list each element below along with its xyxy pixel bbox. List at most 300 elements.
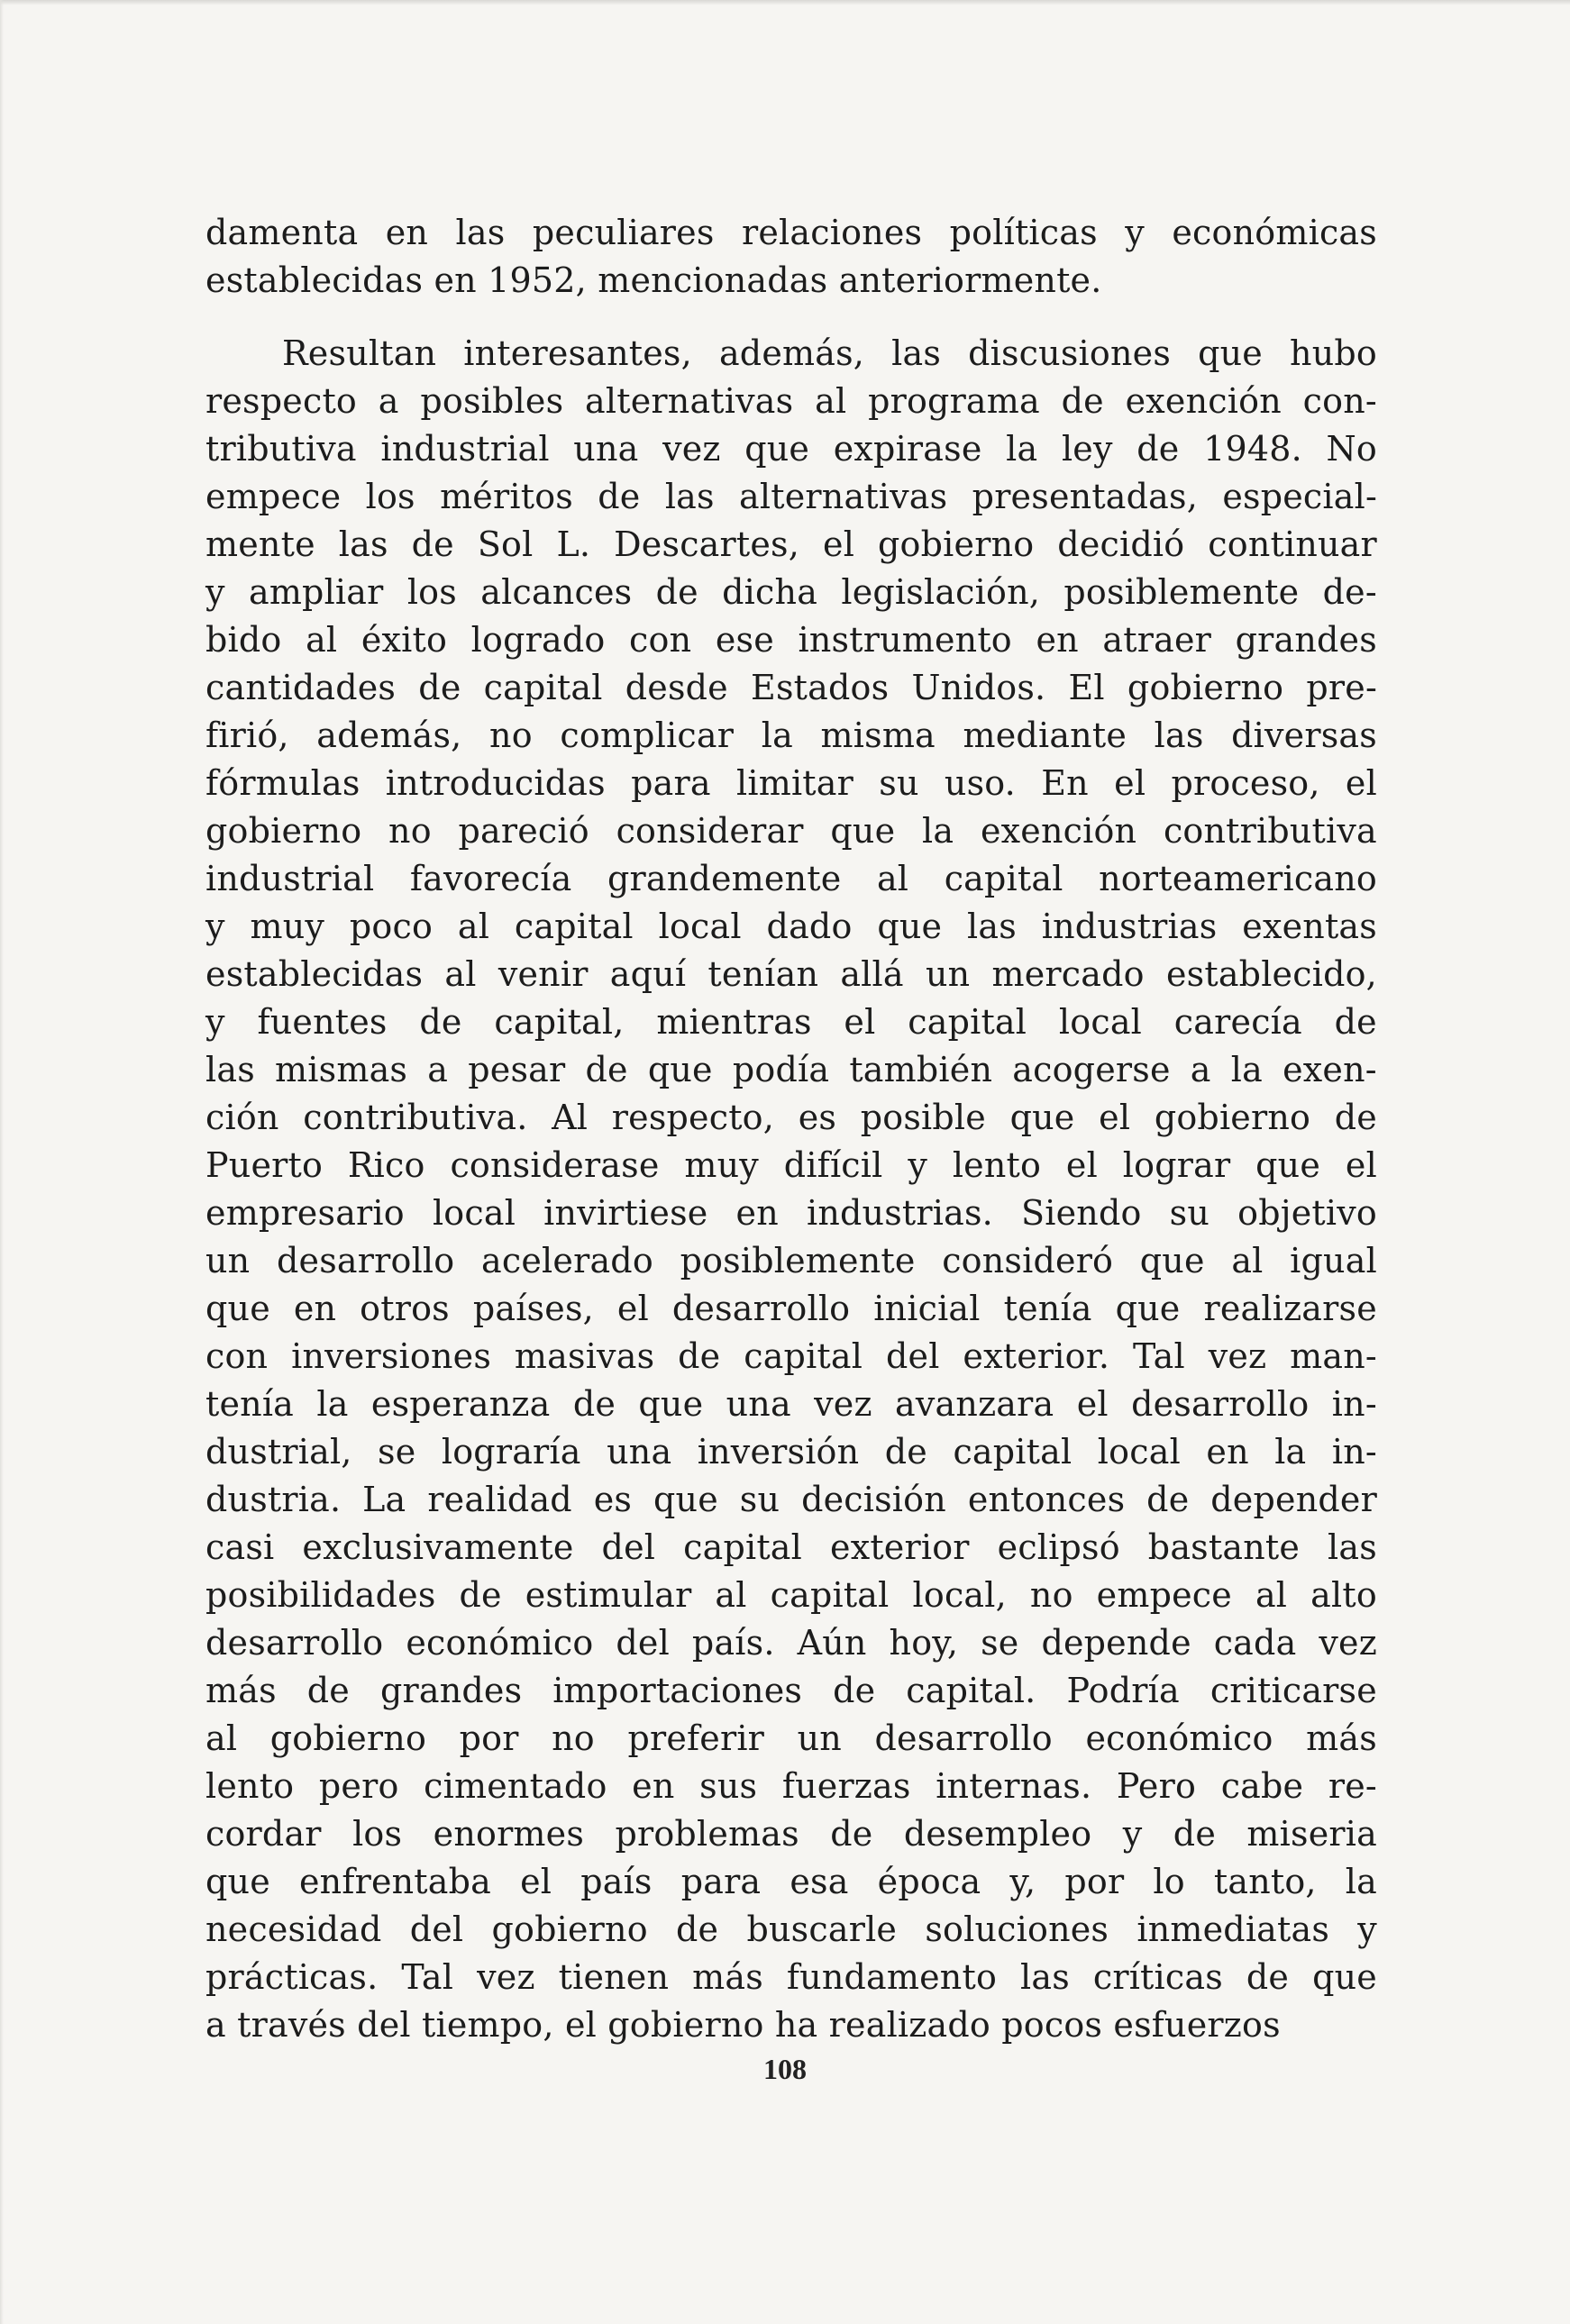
word: de: [459, 1575, 502, 1615]
word: al: [815, 381, 847, 421]
word: ha: [774, 2005, 829, 2045]
word: local: [658, 907, 742, 946]
word: Siendo: [1021, 1193, 1142, 1233]
word: no: [489, 715, 533, 755]
word: posibles: [420, 381, 564, 421]
word: respecto: [205, 381, 357, 421]
word: capital: [514, 907, 634, 946]
word: más: [205, 1671, 277, 1710]
word: posiblemente: [680, 1241, 916, 1280]
word: del: [409, 1909, 464, 1949]
word: realizarse: [1203, 1289, 1377, 1328]
word: empece: [205, 477, 342, 516]
word: introducidas: [385, 763, 606, 803]
word: la: [1345, 1862, 1377, 1901]
word: industrias.: [807, 1193, 993, 1233]
word: muy: [684, 1145, 759, 1185]
word: la: [1274, 1432, 1307, 1472]
text-line: [205, 378, 1377, 425]
word: se: [981, 1623, 1019, 1663]
word: de: [655, 572, 698, 612]
word: vez: [814, 1384, 872, 1424]
word: favorecía: [409, 859, 572, 898]
word: criticarse: [1209, 1671, 1377, 1710]
text-line: [205, 1572, 1377, 1619]
word: norteamericano: [1099, 859, 1377, 898]
word: Estados: [751, 668, 890, 707]
word: además,: [316, 715, 462, 755]
word: que: [830, 811, 896, 851]
word: posibilidades: [205, 1575, 436, 1615]
word: y: [1357, 1909, 1377, 1949]
word: ley: [1061, 429, 1113, 469]
word: capital: [744, 1336, 863, 1376]
word: que: [205, 1862, 270, 1901]
word: mediante: [963, 715, 1127, 755]
word: Podría: [1066, 1671, 1180, 1710]
word: importaciones: [552, 1671, 803, 1710]
word: que: [744, 429, 810, 469]
word: considerar: [616, 811, 804, 851]
word: atraer: [1102, 620, 1212, 660]
word: país.: [691, 1623, 775, 1663]
text-line: [205, 855, 1377, 903]
text-line: [205, 569, 1377, 616]
page-number: 108: [763, 2053, 807, 2085]
word: preferir: [627, 1718, 765, 1758]
word: Tal: [1133, 1336, 1185, 1376]
word: de: [678, 1336, 721, 1376]
word: los: [406, 572, 457, 612]
word: su: [1169, 1193, 1210, 1233]
word: in-: [1331, 1384, 1377, 1424]
word: y: [1122, 1814, 1143, 1854]
word: difícil: [783, 1145, 883, 1185]
text-line: [205, 1428, 1377, 1476]
word: gobierno: [607, 2005, 775, 2045]
word: vez: [1208, 1336, 1267, 1376]
text-line: [205, 951, 1377, 998]
word: vez: [662, 429, 721, 469]
word: las: [1154, 715, 1204, 755]
word: el: [823, 524, 855, 564]
word: avanzara: [895, 1384, 1054, 1424]
text-line: [205, 473, 1377, 521]
word: Pero: [1116, 1766, 1197, 1806]
word: un: [925, 954, 971, 994]
word: tienen: [558, 1957, 670, 1997]
word: contributiva: [1163, 811, 1377, 851]
word: inicial: [873, 1289, 981, 1328]
word: las: [1019, 1957, 1070, 1997]
word: el: [1114, 763, 1146, 803]
word: 1952,: [488, 260, 598, 300]
text-line: [205, 1142, 1377, 1189]
word: considerase: [450, 1145, 660, 1185]
word: una: [726, 1384, 791, 1424]
word: grandes: [379, 1671, 523, 1710]
text-line: [205, 1237, 1377, 1285]
word: tenían: [707, 954, 819, 994]
word: tributiva: [205, 429, 357, 469]
word: de: [1334, 1002, 1377, 1042]
word: bastante: [1147, 1527, 1301, 1567]
word: local: [1058, 1002, 1143, 1042]
word: no: [1029, 1575, 1073, 1615]
word: tenía: [205, 1384, 295, 1424]
text-line: [205, 1189, 1377, 1237]
text-line: [205, 1715, 1377, 1763]
word: pareció: [458, 811, 589, 851]
word: desde: [625, 668, 728, 707]
word: logrado: [470, 620, 606, 660]
word: eclipsó: [997, 1527, 1120, 1567]
word: gobierno: [1127, 668, 1284, 707]
word: capital: [683, 1527, 803, 1567]
word: lograr: [1122, 1145, 1231, 1185]
word: realidad: [427, 1480, 572, 1519]
word: dicha: [722, 572, 818, 612]
word: cimentado: [424, 1766, 607, 1806]
word: las: [205, 1050, 255, 1089]
word: desarrollo: [277, 1241, 455, 1280]
word: es: [798, 1098, 837, 1137]
word: que: [1115, 1289, 1181, 1328]
word: además,: [718, 333, 865, 373]
word: acogerse: [1012, 1050, 1171, 1089]
word: de: [572, 1384, 616, 1424]
word: pero: [318, 1766, 399, 1806]
word: de: [1136, 429, 1180, 469]
word: al: [457, 907, 490, 946]
word: bido: [205, 620, 282, 660]
word: industrial: [205, 859, 375, 898]
word: En: [1041, 763, 1089, 803]
word: gobierno: [491, 1909, 648, 1949]
word: a: [205, 2005, 238, 2045]
word: L.: [556, 524, 591, 564]
word: una: [607, 1432, 672, 1472]
word: hubo: [1290, 333, 1377, 373]
word: instrumento: [798, 620, 1012, 660]
word: con: [205, 1336, 269, 1376]
word: alcances: [480, 572, 633, 612]
word: mencionadas: [598, 260, 839, 300]
word: desarrollo: [1131, 1384, 1310, 1424]
word: de: [1334, 1098, 1377, 1137]
word: por: [459, 1718, 519, 1758]
word: fórmulas: [205, 763, 361, 803]
text-line: [205, 1810, 1377, 1858]
word: que: [647, 1050, 713, 1089]
word: desempleo: [903, 1814, 1092, 1854]
word: Descartes,: [614, 524, 800, 564]
word: los: [352, 1814, 403, 1854]
word: en: [1036, 620, 1079, 660]
word: a: [1190, 1050, 1211, 1089]
text-line: [205, 1285, 1377, 1333]
word: igual: [1290, 1241, 1377, 1280]
word: industrias: [1041, 907, 1218, 946]
word: que: [1009, 1098, 1075, 1137]
word: también: [849, 1050, 993, 1089]
word: miseria: [1246, 1814, 1377, 1854]
word: dado: [766, 907, 853, 946]
word: méritos: [440, 477, 573, 516]
word: sus: [699, 1766, 758, 1806]
word: podía: [732, 1050, 830, 1089]
word: empresario: [205, 1193, 405, 1233]
text-line: [205, 1046, 1377, 1094]
word: soluciones: [925, 1909, 1109, 1949]
word: establecidas: [205, 260, 434, 300]
word: de: [598, 477, 641, 516]
word: en: [293, 1289, 337, 1328]
word: del: [616, 1623, 670, 1663]
word: inversiones: [291, 1336, 492, 1376]
word: interesantes,: [463, 333, 692, 373]
word: por: [1064, 1862, 1125, 1901]
word: al: [1231, 1241, 1264, 1280]
word: gobierno: [269, 1718, 427, 1758]
word: enormes: [433, 1814, 585, 1854]
word: y: [908, 1145, 927, 1185]
word: a: [378, 381, 399, 421]
word: esfuerzos: [1113, 2005, 1281, 2045]
word: alternativas: [739, 477, 948, 516]
text-line: [205, 760, 1377, 807]
word: de: [884, 1432, 927, 1472]
word: del: [885, 1336, 940, 1376]
word: que: [1139, 1241, 1205, 1280]
word: presentadas,: [972, 477, 1198, 516]
word: para: [631, 763, 711, 803]
word: dustria.: [205, 1480, 342, 1519]
word: el: [1076, 1384, 1109, 1424]
word: del: [357, 2005, 423, 2045]
word: La: [362, 1480, 406, 1519]
word: económico: [1085, 1718, 1273, 1758]
word: local: [1097, 1432, 1181, 1472]
word: al: [1255, 1575, 1288, 1615]
word: el: [616, 1289, 649, 1328]
word: y,: [1009, 1862, 1036, 1901]
word: más: [692, 1957, 763, 1997]
word: país: [580, 1862, 653, 1901]
word: desarrollo: [205, 1623, 384, 1663]
word: venir: [497, 954, 589, 994]
word: diversas: [1231, 715, 1377, 755]
word: de: [585, 1050, 628, 1089]
word: vez: [1319, 1623, 1377, 1663]
word: en: [385, 213, 429, 252]
word: capital: [953, 1432, 1073, 1472]
word: inmediatas: [1136, 1909, 1330, 1949]
word: capital: [908, 1002, 1027, 1042]
body-text: [205, 209, 1377, 2049]
word: cantidades: [205, 668, 397, 707]
word: que: [653, 1480, 718, 1519]
word: Sol: [477, 524, 534, 564]
word: con: [629, 620, 692, 660]
page-left-edge: [0, 0, 4, 2324]
word: las: [664, 477, 715, 516]
word: especial-: [1222, 477, 1377, 516]
word: de: [411, 524, 454, 564]
word: acelerado: [481, 1241, 653, 1280]
paragraph: [205, 330, 1377, 2049]
word: pre-: [1306, 668, 1377, 707]
word: mercado: [991, 954, 1145, 994]
word: que: [638, 1384, 704, 1424]
text-line: [205, 1858, 1377, 1906]
word: las: [891, 333, 942, 373]
word: carecía: [1173, 1002, 1302, 1042]
word: políticas: [949, 213, 1098, 252]
word: al: [444, 954, 477, 994]
word: tenía: [1003, 1289, 1092, 1328]
word: una: [573, 429, 639, 469]
text-line: [205, 903, 1377, 951]
text-line: [205, 664, 1377, 712]
word: depender: [1210, 1480, 1377, 1519]
word: críticas: [1092, 1957, 1223, 1997]
word: Tal: [401, 1957, 454, 1997]
word: desarrollo: [671, 1289, 851, 1328]
word: el: [520, 1862, 552, 1901]
word: las: [338, 524, 388, 564]
text-line: [205, 1333, 1377, 1381]
word: económicas: [1172, 213, 1377, 252]
word: Resultan: [282, 333, 437, 373]
word: esperanza: [370, 1384, 551, 1424]
word: países,: [472, 1289, 594, 1328]
word: Al: [552, 1098, 589, 1137]
word: para: [680, 1862, 762, 1901]
word: ción: [205, 1098, 279, 1137]
word: un: [797, 1718, 842, 1758]
word: internas.: [936, 1766, 1092, 1806]
word: del: [601, 1527, 656, 1567]
word: programa: [868, 381, 1040, 421]
text-line: [205, 209, 1377, 257]
word: industrial: [380, 429, 550, 469]
word: de: [419, 1002, 462, 1042]
word: estimular: [525, 1575, 692, 1615]
word: discusiones: [968, 333, 1172, 373]
word: capital: [483, 668, 603, 707]
word: con-: [1302, 381, 1377, 421]
text-line: [205, 257, 1377, 305]
word: que: [205, 1289, 270, 1328]
word: casi: [205, 1527, 275, 1567]
word: la: [1006, 429, 1038, 469]
word: tanto,: [1213, 1862, 1317, 1901]
page-top-edge: [0, 0, 1570, 5]
text-line: [205, 1763, 1377, 1810]
text-line: [205, 1906, 1377, 1954]
word: al: [715, 1575, 747, 1615]
word: objetivo: [1237, 1193, 1377, 1233]
word: tiempo,: [422, 2005, 565, 2045]
word: en: [735, 1193, 779, 1233]
word: mientras: [656, 1002, 812, 1042]
word: que: [1198, 333, 1263, 373]
word: esa: [790, 1862, 849, 1901]
word: de: [306, 1671, 350, 1710]
text-line: [205, 1619, 1377, 1667]
word: el: [1345, 763, 1377, 803]
word: la: [1230, 1050, 1263, 1089]
word: al: [876, 859, 909, 898]
word: peculiares: [532, 213, 715, 252]
text-line: [205, 1094, 1377, 1142]
word: las: [455, 213, 506, 252]
word: decisión: [801, 1480, 946, 1519]
word: cabe: [1220, 1766, 1304, 1806]
word: in-: [1331, 1432, 1377, 1472]
word: posiblemente: [1063, 572, 1300, 612]
word: mente: [205, 524, 315, 564]
word: muy: [250, 907, 325, 946]
word: su: [739, 1480, 780, 1519]
text-line: [205, 1524, 1377, 1572]
word: masivas: [514, 1336, 655, 1376]
word: de: [676, 1909, 719, 1949]
word: grandemente: [607, 859, 842, 898]
word: alternativas: [585, 381, 794, 421]
word: no: [388, 811, 432, 851]
word: al: [205, 1718, 238, 1758]
word: enfrentaba: [298, 1862, 492, 1901]
text-line: [205, 1954, 1377, 2001]
word: lo: [1153, 1862, 1185, 1901]
word: Aún: [797, 1623, 867, 1663]
word: Rico: [347, 1145, 425, 1185]
word: el: [1099, 1098, 1131, 1137]
word: posible: [860, 1098, 986, 1137]
word: inversión: [697, 1432, 860, 1472]
word: 1948.: [1203, 429, 1302, 469]
word: necesidad: [205, 1909, 382, 1949]
word: época: [877, 1862, 981, 1901]
word: la: [316, 1384, 349, 1424]
word: de: [1246, 1957, 1290, 1997]
word: uso.: [944, 763, 1016, 803]
word: lento: [205, 1766, 295, 1806]
word: invirtiese: [543, 1193, 708, 1233]
word: empece: [1096, 1575, 1232, 1615]
word: alto: [1310, 1575, 1377, 1615]
word: consideró: [942, 1241, 1114, 1280]
word: prácticas.: [205, 1957, 379, 1997]
word: establecidas: [205, 954, 424, 994]
word: complicar: [560, 715, 735, 755]
word: en: [632, 1766, 675, 1806]
word: relaciones: [741, 213, 923, 252]
word: gobierno: [205, 811, 362, 851]
text-line: [205, 998, 1377, 1046]
word: cada: [1213, 1623, 1297, 1663]
word: no: [552, 1718, 595, 1758]
word: de: [1061, 381, 1104, 421]
word: realizado: [828, 2005, 1002, 2045]
word: de: [833, 1671, 876, 1710]
paragraph: [205, 209, 1377, 305]
word: exterior.: [963, 1336, 1110, 1376]
word: económico: [406, 1623, 594, 1663]
word: hoy,: [889, 1623, 959, 1663]
